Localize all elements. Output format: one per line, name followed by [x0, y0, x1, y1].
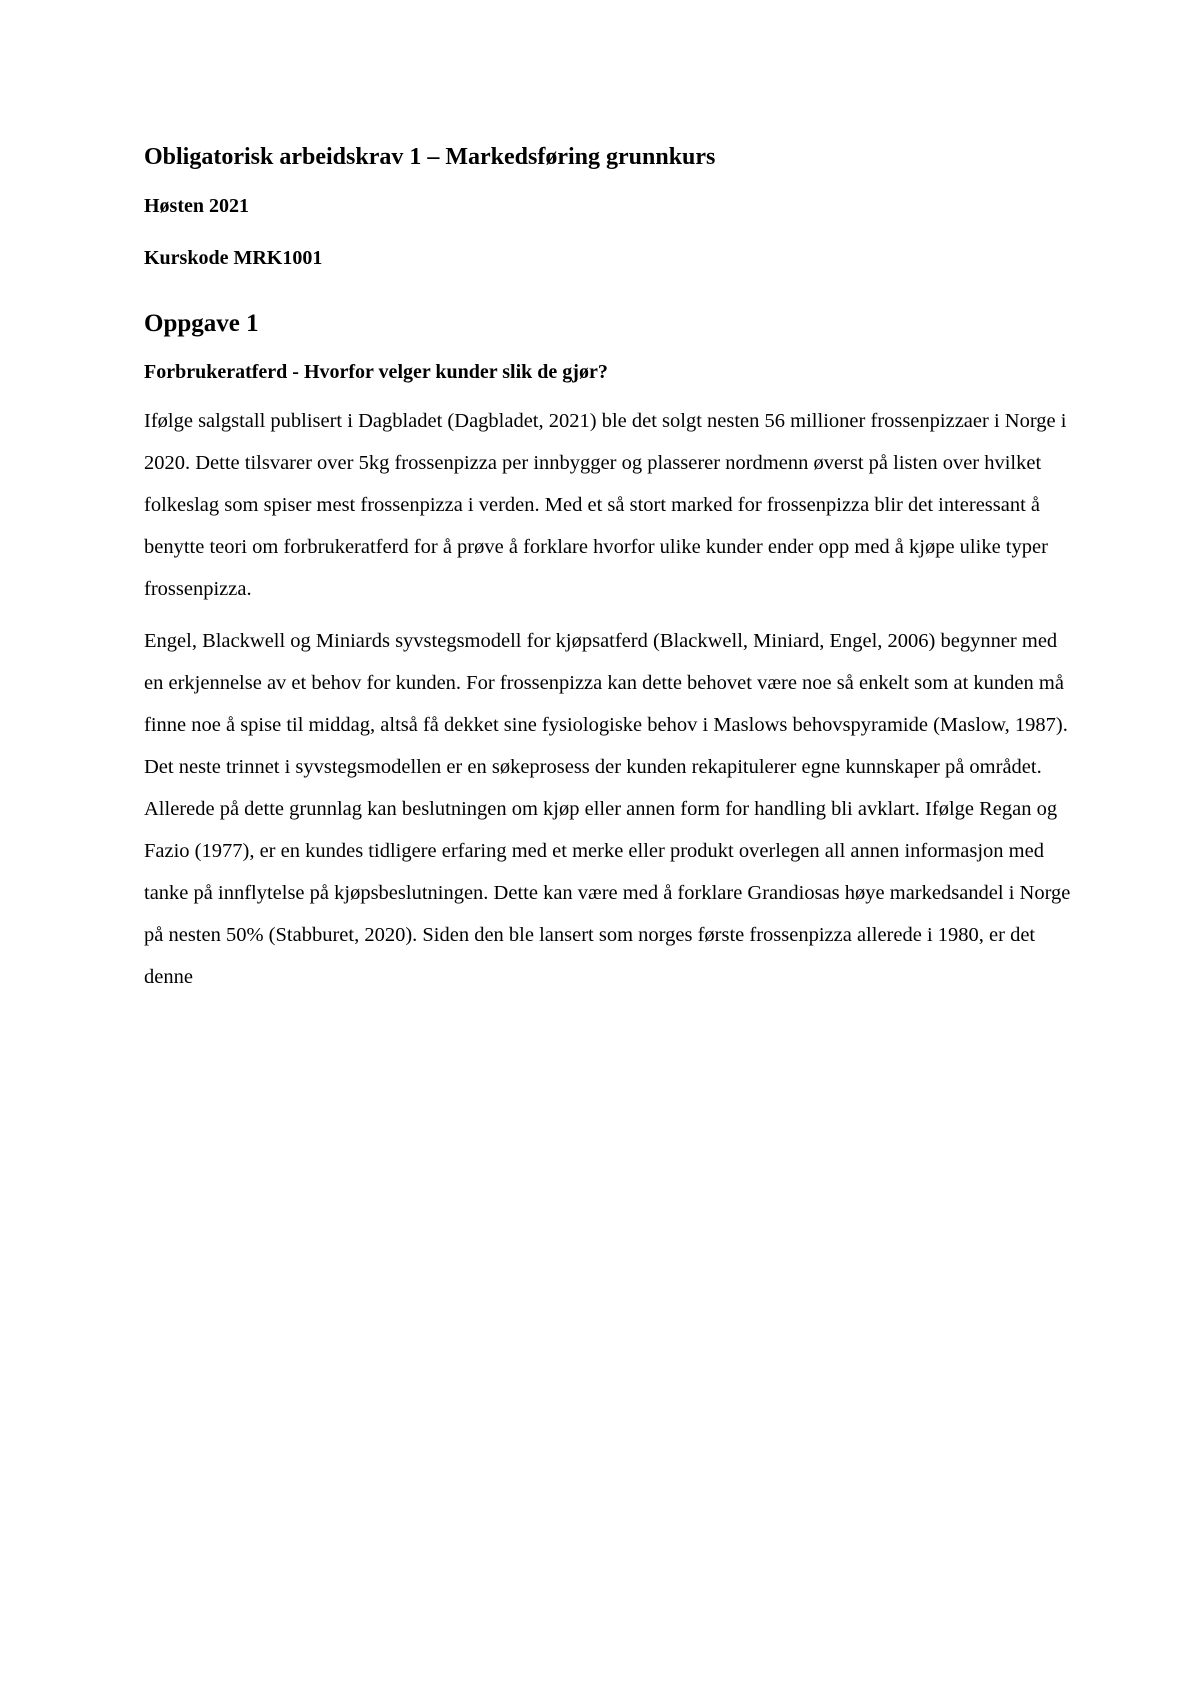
- section-heading: Oppgave 1: [144, 310, 259, 337]
- section-subheading: Forbrukeratferd - Hvorfor velger kunder slik de gjør?: [144, 361, 608, 383]
- semester-line: Høsten 2021: [144, 195, 249, 217]
- document-title: Obligatorisk arbeidskrav 1 – Markedsføring grunnkurs: [144, 144, 716, 170]
- page-content: [144, 140, 1074, 1008]
- course-code-line: Kurskode MRK1001: [144, 247, 323, 269]
- body-paragraph-2: Engel, Blackwell og Miniards syvstegsmodell for kjøpsatferd (Blackwell, Miniard, Engel, 2006) begynner med en erkjennelse av et behov for kunden. For frossenpizza kan dette behovet være noe så enkelt som at kunden må finne noe å spise til middag, altså få dekket sine fysiologiske behov i Maslows behovspyramide (Maslow, 1987). Det neste trinnet i syvstegsmodellen er en søkeprosess der kunden rekapitulerer egne kunnskaper på området. Allerede på dette grunnlag kan beslutningen om kjøp eller annen form for handling bli avklart. Ifølge Regan og Fazio (1977), er en kundes tidligere erfaring med et merke eller produkt overlegen all annen informasjon med tanke på innflytelse på kjøpsbeslutningen. Dette kan være med å forklare Grandiosas høye markedsandel i Norge på nesten 50% (Stabburet, 2020). Siden den ble lansert som norges første frossenpizza allerede i 1980, er det denne: [144, 630, 1071, 988]
- body-paragraph-1: Ifølge salgstall publisert i Dagbladet (Dagbladet, 2021) ble det solgt nesten 56 millioner frossenpizzaer i Norge i 2020. Dette tilsvarer over 5kg frossenpizza per innbygger og plasserer nordmenn øverst på listen over hvilket folkeslag som spiser mest frossenpizza i verden. Med et så stort marked for frossenpizza blir det interessant å benytte teori om forbrukeratferd for å prøve å forklare hvorfor ulike kunder ender opp med å kjøpe ulike typer frossenpizza.: [144, 410, 1067, 600]
